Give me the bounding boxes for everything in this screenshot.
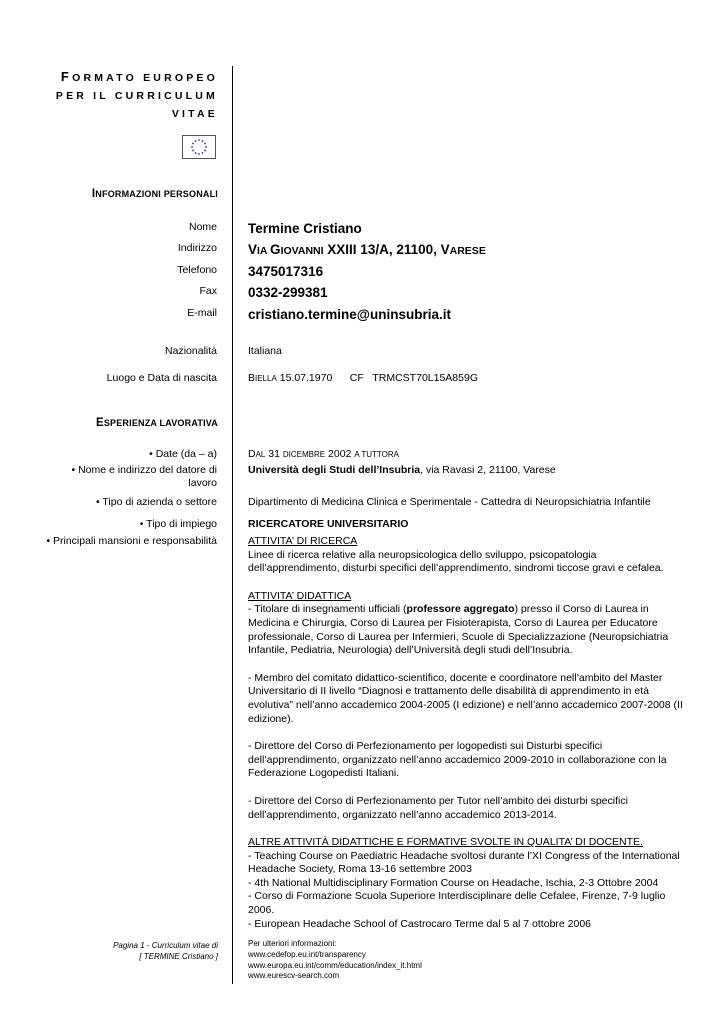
label-nazionalita: Nazionalità [165,345,217,357]
footer-link[interactable]: www.cedefop.eu.int/transparency [248,949,366,959]
text-didattica-2: - Membro del comitato didattico-scientifico, docente e coordinatore nell’ambito del Master Universitario di II livello “Diagnosi e trattamento delle disabilità di apprendimento in età evolutiva” nell’anno accademico 2004-2005 (I edizione) e nell’anno accademico 2007-2008 (II edizione). [248,671,683,725]
text-ricerca: Linee di ricerca relative alla neuropsicologica dello sviluppo, psicopatologia dell’apprendimento, disturbi specifici dell’apprendimento, sindromi ticcose gravi e cefalea. [248,548,664,575]
heading-altre-attivita: ALTRE ATTIVITÀ DIDATTICHE E FORMATIVE SVOLTE IN QUALITA’ DI DOCENTE. [248,836,643,849]
value-nazionalita: Italiana [248,345,282,357]
label-tipo-azienda: • Tipo di azienda o settore [95,496,217,508]
label-email: E-mail [187,307,217,319]
label-luogo-data: Luogo e Data di nascita [106,372,217,384]
page-footer-right [248,939,422,982]
value-indirizzo: VIA GIOVANNI XXIII 13/A, 21100, VARESE [248,242,486,257]
footer-link[interactable]: www.europa.eu.int/comm/education/index_it.html [248,960,422,970]
heading-ricerca: ATTIVITA’ DI RICERCA [248,535,358,547]
text-didattica-3: - Direttore del Corso di Perfezionamento per logopedisti sui Disturbi specifici dell’apprendimento, organizzato nell’anno accademico 2009-2010 in collaborazione con la Federazione Logopedisti Italiani. [248,740,667,780]
label-tipo-impiego: • Tipo di impiego [139,518,217,530]
value-nome: Termine Cristiano [248,221,362,236]
label-mansioni: • Principali mansioni e responsabilità [46,535,217,547]
text-didattica-4: - Direttore del Corso di Perfezionamento per Tutor nell’ambito dei disturbi specifici dell’apprendimento, organizzato nell’anno accademico 2013-2014. [248,794,628,821]
text-didattica-1: - Titolare di insegnamenti ufficiali (professore aggregato) presso il Corso di Laurea in Medicina e Chirurgia, Corso di Laurea per Fisioterapista, Corso di Laurea per Educatore professionale, Corso di Laurea per Infermieri, Scuole di Specializzazione (Neuropsichiatria Infantile, Pediatria, Neurologia) dell’Università degli studi dell’Insubria. [248,603,669,657]
value-date: DAL 31 DICEMBRE 2002 A TUTTORA [248,448,399,460]
column-divider [232,66,233,984]
list-item: - 4th National Multidisciplinary Formation Course on Headache, Ischia, 2-3 Ottobre 2004 [248,876,659,889]
value-luogo-data: BIELLA 15.07.1970 CF TRMCST70L15A859G [248,372,478,384]
value-tipo-impiego: RICERCATORE UNIVERSITARIO [248,518,409,530]
label-date: • Date (da – a) [149,448,217,460]
section-heading-personal: INFORMAZIONI PERSONALI [91,188,218,200]
value-datore: Università degli Studi dell’Insubria, via Ravasi 2, 21100, Varese [248,464,556,476]
label-nome: Nome [188,221,217,233]
document-title [40,68,218,123]
list-item: - Corso di Formazione Scuola Superiore Interdisciplinare delle Cefalee, Firenze, 7-9 luglio 2006. [248,890,666,917]
footer-link[interactable]: www.eurescv-search.com [248,971,340,981]
page-footer-left: Pagina 1 - Curriculum vitae di [ TERMINE Cristiano ] [113,941,218,961]
mansioni-content [248,535,688,931]
list-item: - Teaching Course on Paediatric Headache svoltosi durante l’XI Congress of the International Headache Society, Roma 13-16 settembre 2003 [248,849,680,876]
value-email[interactable]: cristiano.termine@uninsubria.it [248,307,451,322]
list-item: - European Headache School of Castrocaro Terme dal 5 al 7 ottobre 2006 [248,917,592,930]
value-tipo-azienda: Dipartimento di Medicina Clinica e Sperimentale - Cattedra di Neuropsichiatria Infantile [248,496,651,508]
title-line-2: PER IL CURRICULUM [55,90,218,102]
eu-flag-icon [182,135,216,159]
label-datore: • Nome e indirizzo del datore di lavoro [71,464,217,489]
footer-info-label: Per ulteriori informazioni: [248,939,337,948]
label-telefono: Telefono [177,264,217,276]
value-telefono: 3475017316 [248,264,324,279]
title-line-1: FORMATO EUROPEO [60,69,218,84]
value-fax: 0332-299381 [248,285,328,300]
title-line-3: VITAE [171,108,218,120]
heading-didattica: ATTIVITA’ DIDATTICA [248,589,352,602]
label-fax: Fax [199,285,217,297]
section-heading-experience: ESPERIENZA LAVORATIVA [95,417,218,429]
label-indirizzo: Indirizzo [177,242,217,254]
